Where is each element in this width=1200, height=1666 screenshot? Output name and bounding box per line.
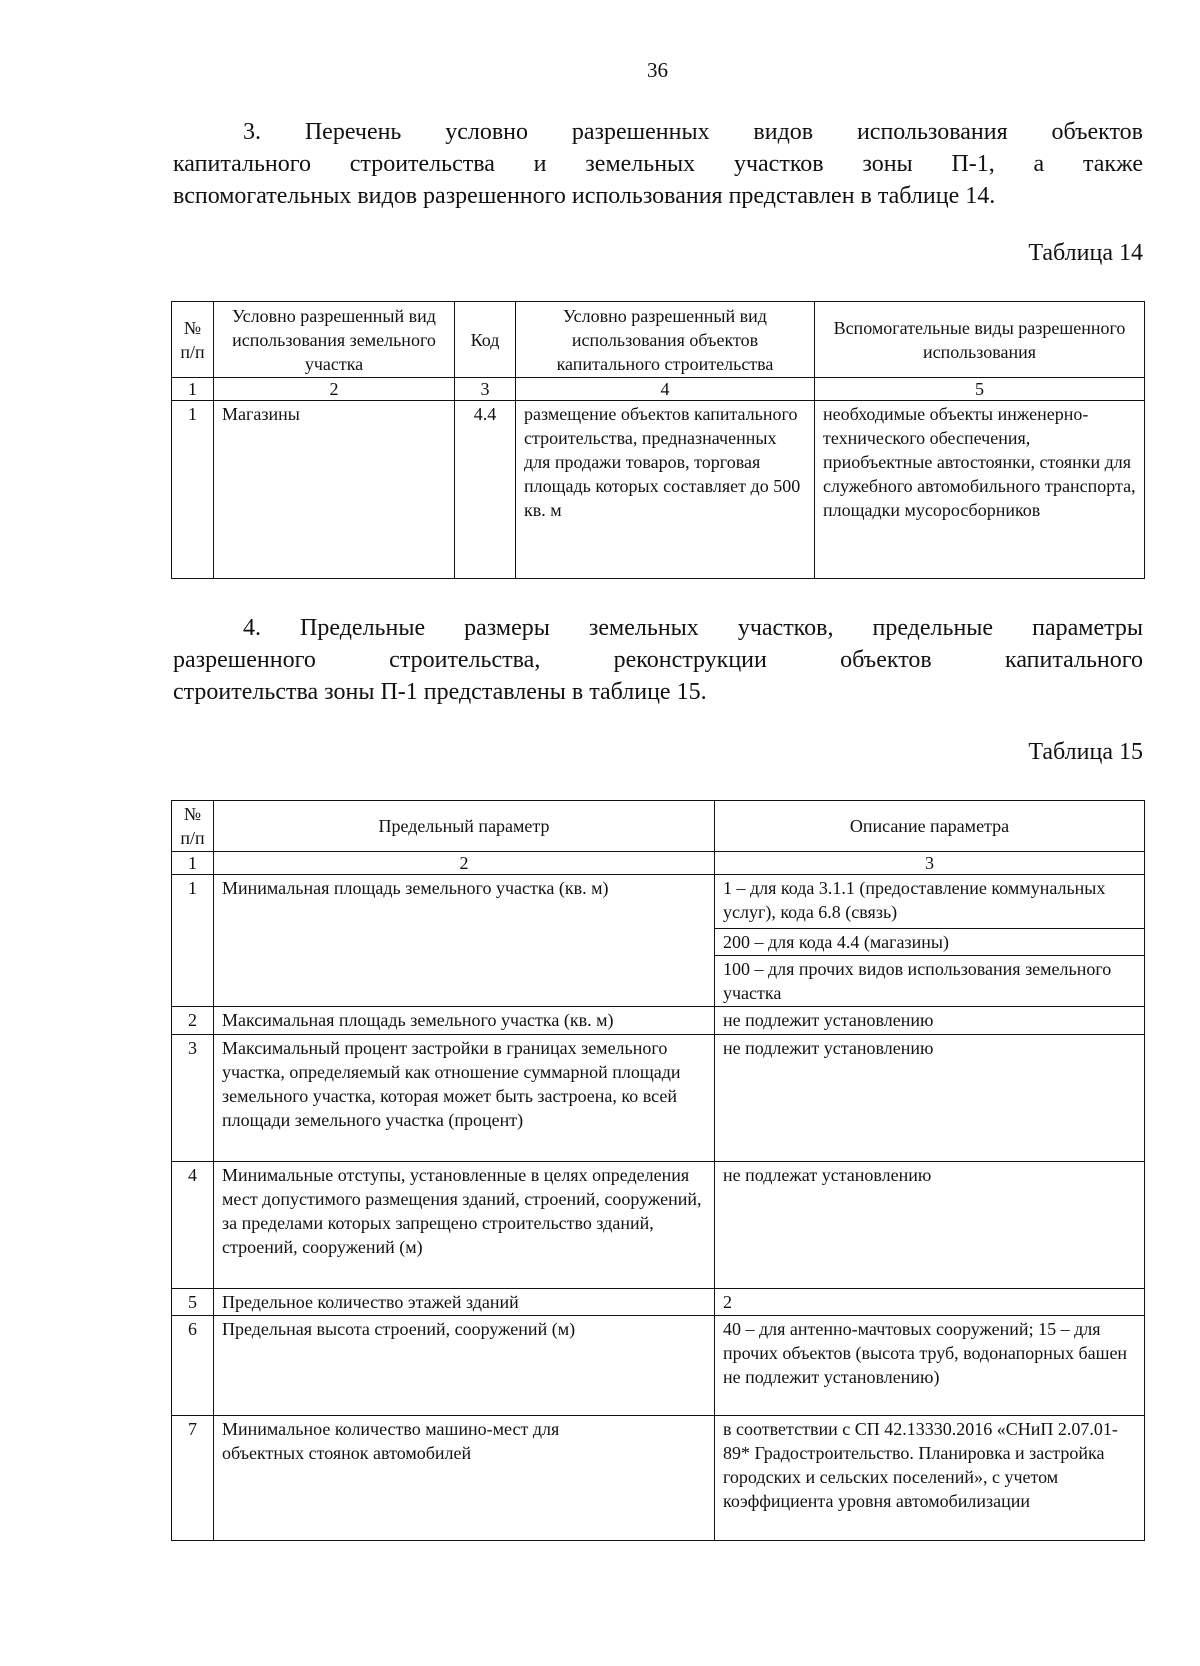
header-cell: № п/п <box>172 801 214 852</box>
text-line: 4. Предельные размеры земельных участков, предельные параметры <box>243 615 1143 641</box>
row-number: 1 <box>172 401 214 579</box>
parameter-description: не подлежит установлению <box>715 1007 1145 1035</box>
header-cell: Код <box>455 302 516 378</box>
table-row <box>172 1416 1145 1541</box>
column-number: 4 <box>516 378 815 401</box>
column-number: 3 <box>715 852 1145 875</box>
column-number: 2 <box>214 852 715 875</box>
column-number: 1 <box>172 378 214 401</box>
table-row <box>172 1289 1145 1316</box>
column-number-row <box>172 378 1145 401</box>
column-number: 2 <box>214 378 455 401</box>
header-cell: Предельный параметр <box>214 801 715 852</box>
row-number: 4 <box>172 1162 214 1289</box>
text-line: разрешенного строительства, реконструкции объектов капитального <box>173 647 1143 673</box>
column-number: 1 <box>172 852 214 875</box>
parameter-description: 2 <box>715 1289 1145 1316</box>
column-number: 3 <box>455 378 516 401</box>
table-row <box>172 1316 1145 1416</box>
table-15-caption: Таблица 15 <box>1028 739 1143 765</box>
parameter: Предельное количество этажей зданий <box>214 1289 715 1316</box>
parameter-description: в соответствии с СП 42.13330.2016 «СНиП 2.07.01-89* Градостроительство. Планировка и застройка городских и сельских поселений», с учетом коэффициента уровня автомобилизации <box>715 1416 1145 1541</box>
header-cell: Вспомогательные виды разрешенного использования <box>815 302 1145 378</box>
row-number: 2 <box>172 1007 214 1035</box>
row-number: 3 <box>172 1035 214 1162</box>
parameter-description: не подлежат установлению <box>715 1162 1145 1289</box>
text-line: строительства зоны П-1 представлены в таблице 15. <box>173 679 707 705</box>
table-row <box>172 1007 1145 1035</box>
table-header-row <box>172 801 1145 852</box>
auxiliary-use-types: необходимые объекты инженерно-технического обеспечения, приобъектные автостоянки, стоянки для служебного автомобильного транспорта, площадки мусоросборников <box>815 401 1145 579</box>
text-line: вспомогательных видов разрешенного использования представлен в таблице 14. <box>173 183 996 209</box>
row-number: 5 <box>172 1289 214 1316</box>
table-row <box>172 1035 1145 1162</box>
page-number: 36 <box>647 58 668 82</box>
parameter: Максимальный процент застройки в границах земельного участка, определяемый как отношение суммарной площади земельного участка, которая может быть застроена, ко всей площади земельного участка (процент) <box>214 1035 715 1162</box>
table-14-caption: Таблица 14 <box>1028 240 1143 266</box>
parameter: Максимальная площадь земельного участка (кв. м) <box>214 1007 715 1035</box>
parameter: Минимальная площадь земельного участка (кв. м) <box>214 875 715 1007</box>
header-cell: Условно разрешенный вид использования земельного участка <box>214 302 455 378</box>
row-number: 6 <box>172 1316 214 1416</box>
table-row <box>172 401 1145 579</box>
parameter: Минимальное количество машино-мест для объектных стоянок автомобилей <box>214 1416 715 1541</box>
row-number: 1 <box>172 875 214 1007</box>
text-line: 3. Перечень условно разрешенных видов использования объектов <box>243 119 1143 145</box>
header-cell: № п/п <box>172 302 214 378</box>
parameter-description: 40 – для антенно-мачтовых сооружений; 15 – для прочих объектов (высота труб, водонапорных башен не подлежит установлению) <box>715 1316 1145 1416</box>
section-3-paragraph <box>173 116 1143 212</box>
table-14 <box>171 301 1145 579</box>
parameter: Предельная высота строений, сооружений (м) <box>214 1316 715 1416</box>
parameter-description: не подлежит установлению <box>715 1035 1145 1162</box>
text-line: капитального строительства и земельных участков зоны П-1, а также <box>173 151 1143 177</box>
parameter-description: 100 – для прочих видов использования земельного участка <box>715 956 1145 1007</box>
parameter-description: 1 – для кода 3.1.1 (предоставление коммунальных услуг), кода 6.8 (связь) <box>715 875 1145 929</box>
header-cell: Описание параметра <box>715 801 1145 852</box>
row-number: 7 <box>172 1416 214 1541</box>
construction-use-type: размещение объектов капитального строительства, предназначенных для продажи товаров, торговая площадь которых составляет до 500 кв. м <box>516 401 815 579</box>
table-15 <box>171 800 1145 1541</box>
section-4-paragraph <box>173 612 1143 708</box>
header-cell: Условно разрешенный вид использования объектов капитального строительства <box>516 302 815 378</box>
table-row <box>172 875 1145 929</box>
column-number: 5 <box>815 378 1145 401</box>
parameter: Минимальные отступы, установленные в целях определения мест допустимого размещения зданий, строений, сооружений, за пределами которых запрещено строительство зданий, строений, сооружений (м) <box>214 1162 715 1289</box>
table-row <box>172 1162 1145 1289</box>
code: 4.4 <box>455 401 516 579</box>
land-use-type: Магазины <box>214 401 455 579</box>
parameter-description: 200 – для кода 4.4 (магазины) <box>715 929 1145 956</box>
column-number-row <box>172 852 1145 875</box>
table-header-row <box>172 302 1145 378</box>
